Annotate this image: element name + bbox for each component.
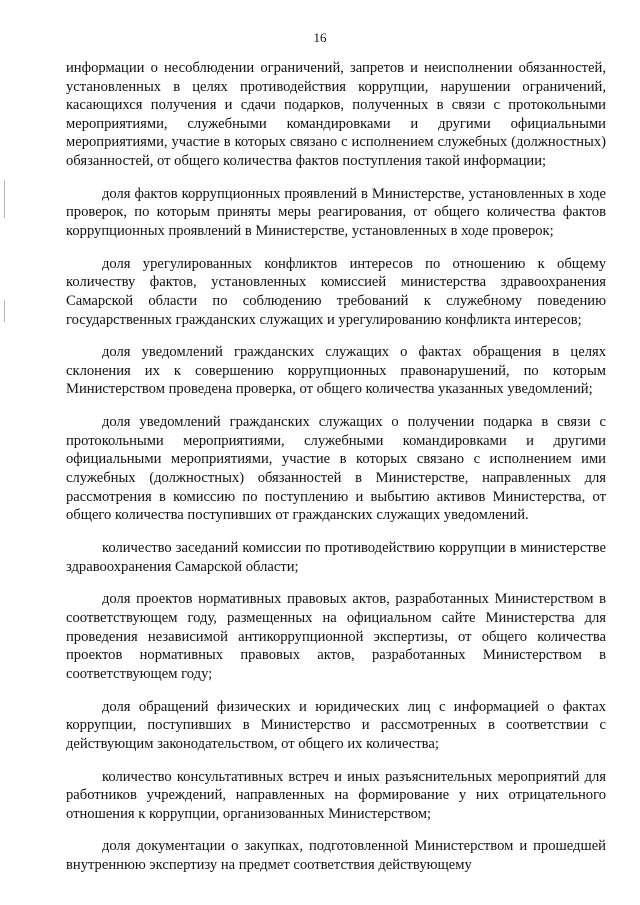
paragraph: доля документации о закупках, подготовленной Министерством и прошедшей внутреннюю экспертизу на предмет соответствия действующему: [66, 838, 606, 874]
paragraph-continuation: информации о несоблюдении ограничений, запретов и неисполнении обязанностей, установленных в целях противодействия коррупции, нарушении ограничений, касающихся получения и сдачи подарков, полученных в связи с протокольными мероприятиями, служебными командировками и другими официальными мероприятиями, участие в которых связано с исполнением служебных (должностных) обязанностей, от общего количества фактов поступления такой информации;: [66, 60, 606, 169]
paragraph: доля уведомлений гражданских служащих о фактах обращения в целях склонения их к совершению коррупционных правонарушений, по которым Министерством проведена проверка, от общего количества указанных уведомлений;: [66, 344, 606, 398]
scan-edge-mark: [4, 300, 5, 322]
paragraph: доля обращений физических и юридических лиц с информацией о фактах коррупции, поступивших в Министерство и рассмотренных в соответствии с действующим законодательством, от общего их количества;: [66, 698, 606, 752]
paragraph: количество консультативных встреч и иных разъяснительных мероприятий для работников учреждений, направленных на формирование у них отрицательного отношения к коррупции, организованных Министерством;: [66, 768, 606, 822]
paragraph: количество заседаний комиссии по противодействию коррупции в министерстве здравоохранения Самарской области;: [66, 540, 606, 575]
paragraph: доля фактов коррупционных проявлений в Министерстве, установленных в ходе проверок, по которым приняты меры реагирования, от общего количества фактов коррупционных проявлений в Министерстве, установленных в ходе проверок;: [66, 185, 606, 239]
paragraph: доля уведомлений гражданских служащих о получении подарка в связи с протокольными мероприятиями, служебными командировками и другими официальными мероприятиями, участие в которых связано с исполнением ими служебных (должностных) обязанностей в Министерстве, направленных для рассмотрения в комиссию по поступлению и выбытию активов Министерства, от общего количества поступивших от гражданских служащих уведомлений.: [66, 414, 606, 524]
document-body: [66, 59, 606, 889]
page-number: 16: [313, 30, 327, 45]
paragraph: доля урегулированных конфликтов интересов по отношению к общему количеству фактов, установленных комиссией министерства здравоохранения Самарской области по соблюдению требований к служебному поведению государственных гражданских служащих и урегулированию конфликта интересов;: [66, 255, 606, 328]
paragraph: доля проектов нормативных правовых актов, разработанных Министерством в соответствующем году, размещенных на официальном сайте Министерства для проведения независимой антикоррупционной экспертизы, от общего количества проектов нормативных правовых актов, разработанных Министерством в соответствующем году;: [66, 591, 606, 682]
scan-edge-mark: [4, 180, 5, 218]
